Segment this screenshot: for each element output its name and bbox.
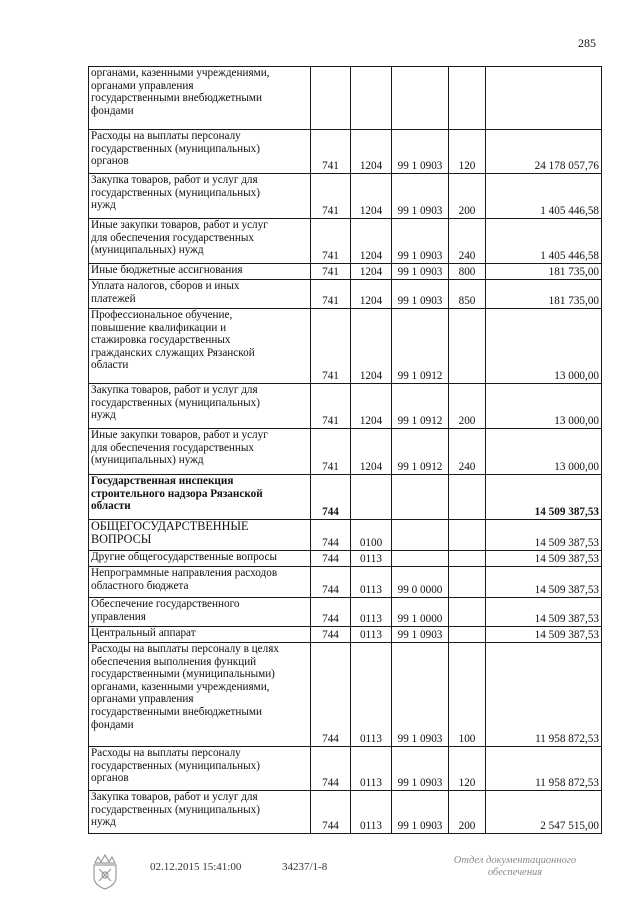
row-amount: 14 509 387,53 [486,598,602,627]
row-csr: 99 1 0912 [392,309,449,384]
row-name: Обеспечение государственного управления [89,598,311,627]
row-ved: 741 [311,280,351,309]
table-row [89,598,602,627]
row-vr: 200 [449,174,486,219]
row-name: Расходы на выплаты персоналу государственных (муниципальных) органов [89,747,311,791]
table-row [89,551,602,567]
row-name: Профессиональное обучение, повышение квалификации и стажировка государственных гражданских служащих Рязанской области [89,309,311,384]
row-vr: 200 [449,791,486,834]
row-amount: 14 509 387,53 [486,627,602,643]
row-csr: 99 1 0903 [392,219,449,264]
row-rz: 1204 [351,174,392,219]
row-csr: 99 1 0000 [392,598,449,627]
row-amount: 24 178 057,76 [486,130,602,174]
row-ved: 744 [311,747,351,791]
table-row [89,130,602,174]
row-ved: 741 [311,309,351,384]
row-csr: 99 1 0903 [392,747,449,791]
row-ved: 744 [311,791,351,834]
row-name: Непрограммные направления расходов областного бюджета [89,567,311,598]
table-row [89,280,602,309]
row-name: Закупка товаров, работ и услуг для государственных (муниципальных) нужд [89,791,311,834]
row-amount: 11 958 872,53 [486,747,602,791]
row-csr: 99 0 0000 [392,567,449,598]
row-vr [449,309,486,384]
row-rz: 0100 [351,520,392,551]
row-ved: 744 [311,643,351,747]
row-name: Иные закупки товаров, работ и услуг для обеспечения государственных (муниципальных) нужд [89,219,311,264]
row-csr: 99 1 0903 [392,627,449,643]
row-ved [311,67,351,130]
table-row [89,264,602,280]
table-row [89,429,602,475]
row-name: органами, казенными учреждениями, органами управления государственными внебюджетными фондами [89,67,311,130]
row-vr: 120 [449,747,486,791]
row-csr [392,67,449,130]
row-rz: 1204 [351,219,392,264]
row-csr: 99 1 0912 [392,384,449,429]
row-name: ОБЩЕГОСУДАРСТВЕННЫЕ ВОПРОСЫ [89,520,311,551]
row-vr: 800 [449,264,486,280]
table-row [89,520,602,551]
row-amount: 1 405 446,58 [486,219,602,264]
row-rz [351,67,392,130]
row-vr: 120 [449,130,486,174]
page-number: 285 [578,36,596,50]
row-name: Уплата налогов, сборов и иных платежей [89,280,311,309]
row-rz: 0113 [351,567,392,598]
row-rz: 0113 [351,627,392,643]
row-csr: 99 1 0903 [392,264,449,280]
row-name: Государственная инспекция строительного надзора Рязанской области [89,475,311,520]
row-amount: 14 509 387,53 [486,567,602,598]
row-ved: 744 [311,598,351,627]
row-name: Иные закупки товаров, работ и услуг для обеспечения государственных (муниципальных) нужд [89,429,311,475]
page-footer [0,855,640,895]
table-row [89,567,602,598]
row-rz: 1204 [351,384,392,429]
row-csr: 99 1 0903 [392,130,449,174]
table-row [89,309,602,384]
row-ved: 741 [311,384,351,429]
row-vr: 200 [449,384,486,429]
row-rz: 0113 [351,643,392,747]
row-vr [449,567,486,598]
row-ved: 741 [311,219,351,264]
row-name: Другие общегосударственные вопросы [89,551,311,567]
table-row [89,384,602,429]
row-ved: 744 [311,520,351,551]
table-row [89,791,602,834]
row-amount: 14 509 387,53 [486,475,602,520]
row-rz: 1204 [351,429,392,475]
row-amount: 1 405 446,58 [486,174,602,219]
row-ved: 744 [311,551,351,567]
row-csr [392,520,449,551]
row-csr: 99 1 0912 [392,429,449,475]
footer-timestamp: 02.12.2015 15:41:00 [150,861,242,873]
row-rz: 0113 [351,598,392,627]
row-rz: 1204 [351,309,392,384]
row-csr: 99 1 0903 [392,174,449,219]
table-row [89,475,602,520]
row-amount: 13 000,00 [486,309,602,384]
row-name: Иные бюджетные ассигнования [89,264,311,280]
row-name: Закупка товаров, работ и услуг для государственных (муниципальных) нужд [89,384,311,429]
row-rz: 1204 [351,264,392,280]
row-vr [449,551,486,567]
table-row [89,747,602,791]
row-amount: 14 509 387,53 [486,520,602,551]
row-ved: 744 [311,627,351,643]
row-vr: 240 [449,219,486,264]
row-csr: 99 1 0903 [392,791,449,834]
row-rz: 0113 [351,747,392,791]
row-ved: 744 [311,475,351,520]
row-amount: 13 000,00 [486,384,602,429]
row-amount: 181 735,00 [486,280,602,309]
row-name: Расходы на выплаты персоналу государственных (муниципальных) органов [89,130,311,174]
row-amount [486,67,602,130]
row-amount: 13 000,00 [486,429,602,475]
row-csr: 99 1 0903 [392,643,449,747]
row-amount: 14 509 387,53 [486,551,602,567]
row-vr [449,627,486,643]
row-csr [392,475,449,520]
row-rz [351,475,392,520]
row-ved: 741 [311,130,351,174]
row-rz: 0113 [351,791,392,834]
table-row [89,627,602,643]
table-row [89,174,602,219]
stamp-line-1: Отдел документационного [453,855,577,866]
row-vr [449,475,486,520]
row-vr [449,520,486,551]
row-name: Расходы на выплаты персоналу в целях обеспечения выполнения функций государственными (муниципальными) органами, казенными учреждениями, органами управления государственными внебюджетными фондами [89,643,311,747]
coat-of-arms-icon [87,851,123,891]
row-amount: 181 735,00 [486,264,602,280]
row-vr: 240 [449,429,486,475]
stamp-line-2: обеспечения [487,867,543,878]
table-row [89,643,602,747]
footer-doc-number: 34237/1-8 [282,861,328,873]
budget-table [88,66,602,834]
row-amount: 2 547 515,00 [486,791,602,834]
row-rz: 1204 [351,280,392,309]
row-ved: 744 [311,567,351,598]
row-name: Центральный аппарат [89,627,311,643]
row-ved: 741 [311,429,351,475]
table-row [89,67,602,130]
row-ved: 741 [311,174,351,219]
row-vr [449,67,486,130]
row-name: Закупка товаров, работ и услуг для государственных (муниципальных) нужд [89,174,311,219]
row-vr [449,598,486,627]
department-stamp [430,855,600,879]
row-rz: 1204 [351,130,392,174]
row-rz: 0113 [351,551,392,567]
row-vr: 850 [449,280,486,309]
row-csr [392,551,449,567]
row-ved: 741 [311,264,351,280]
row-csr: 99 1 0903 [392,280,449,309]
table-row [89,219,602,264]
row-vr: 100 [449,643,486,747]
row-amount: 11 958 872,53 [486,643,602,747]
